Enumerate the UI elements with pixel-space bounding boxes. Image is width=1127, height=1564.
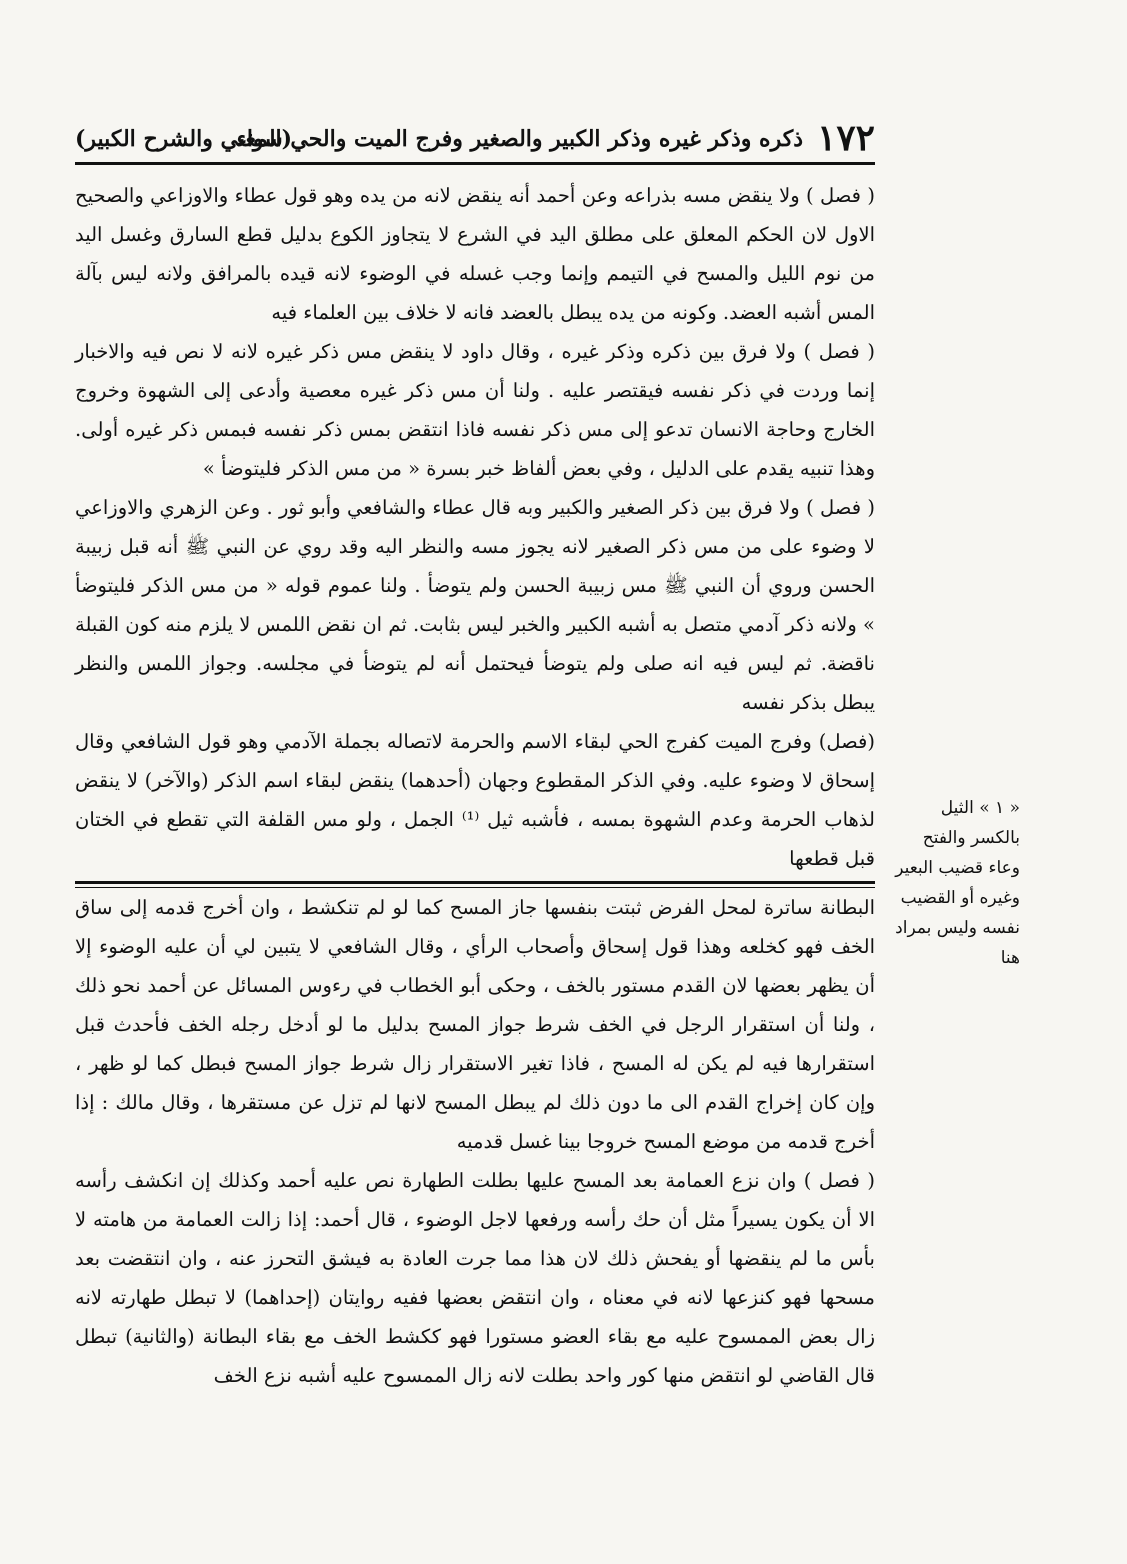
margin-footnote: « ١ » الثيل بالكسر والفتح وعاء قضيب البعير وغيره أو القضيب نفسه وليس بمراد هنا bbox=[895, 798, 1020, 968]
paragraph: (فصل) وفرج الميت كفرج الحي لبقاء الاسم والحرمة لاتصاله بجملة الآدمي وهو قول الشافعي وقال إسحاق لا وضوء عليه. وفي الذكر المقطوع وجهان (أحدهما) ينقض لبقاء اسم الذكر (والآخر) لا ينقض لذهاب الحرمة وعدم الشهوة بمسه ، فأشبه ثيل ⁽¹⁾ الجمل ، ولو مس القلفة التي تقطع في الختان قبل قطعها bbox=[75, 730, 875, 870]
page-number: ١٧٢ bbox=[816, 117, 875, 159]
lower-text-block bbox=[75, 888, 875, 1395]
paragraph: البطانة ساترة لمحل الفرض ثبتت بنفسها جاز المسح كما لو لم تنكشط ، وان أخرج قدمه إلى ساق الخف فهو كخلعه وهذا قول إسحاق وأصحاب الرأي ، وقال الشافعي لا يتبين لي أن عليه الوضوء إلا أن يظهر بعضها لان القدم مستور بالخف ، وحكى أبو الخطاب في رءوس المسائل عن أحمد نحو ذلك ، ولنا أن استقرار الرجل في الخف شرط جواز المسح بدليل ما لو أدخل رجله الخف فأحدث قبل استقرارها فيه لم يكن له المسح ، فاذا تغير الاستقرار زال شرط جواز المسح فبطل كما لو ظهر ، وإن كان إخراج القدم الى ما دون ذلك لم يبطل المسح لانها لم تزل عن مستقرها ، وقال مالك : إذا أخرج قدمه من موضع المسح خروجا بينا غسل قدميه bbox=[75, 896, 875, 1153]
upper-text-block bbox=[75, 176, 875, 878]
paragraph: ( فصل ) ولا فرق بين ذكر الصغير والكبير وبه قال عطاء والشافعي وأبو ثور . وعن الزهري والاوزاعي لا وضوء على من مس ذكر الصغير لانه يجوز مسه والنظر اليه وقد روي عن النبي ﷺ أنه قبل زبيبة الحسن وروي أن النبي ﷺ مس زبيبة الحسن ولم يتوضأ . ولنا عموم قوله « من مس الذكر فليتوضأ » ولانه ذكر آدمي متصل به أشبه الكبير والخبر ليس بثابت. ثم ان نقض اللمس لا يلزم منه كون القبلة ناقضة. ثم ليس فيه انه صلى ولم يتوضأ فيحتمل أنه لم يتوضأ في مجلسه. وجواز اللمس والنظر يبطل بذكر نفسه bbox=[75, 496, 875, 714]
paragraph: ( فصل ) وان نزع العمامة بعد المسح عليها بطلت الطهارة نص عليه أحمد وكذلك إن انكشف رأسه الا أن يكون يسيراً مثل أن حك رأسه ورفعها لاجل الوضوء ، قال أحمد: إذا زالت العمامة من هامته لا بأس ما لم ينقضها أو يفحش ذلك لان هذا مما جرت العادة به فيشق التحرز عنه ، وان انتقضت بعد مسحها فهو كنزعها لانه في معناه ، وان انتقض بعضها ففيه روايتان (إحداهما) لا تبطل طهارته لانه زال بعض الممسوح عليه مع بقاء العضو مستورا فهو ككشط الخف مع بقاء البطانة (والثانية) تبطل قال القاضي لو انتقض منها كور واحد بطلت لانه زال الممسوح عليه أشبه نزع الخف bbox=[75, 1169, 875, 1387]
section-divider bbox=[75, 881, 875, 884]
book-title: (المغني والشرح الكبير) bbox=[75, 126, 293, 152]
paragraph: ( فصل ) ولا ينقض مسه بذراعه وعن أحمد أنه ينقض لانه من يده وهو قول عطاء والاوزاعي والصحيح الاول لان الحكم المعلق على مطلق اليد في الشرع لا يتجاوز الكوع بدليل قطع السارق وغسل اليد من نوم الليل والمسح في التيمم وإنما وجب غسله في الوضوء لانه قيده بالمرافق ولانه ليس بآلة المس أشبه العضد. وكونه من يده يبطل بالعضد فانه لا خلاف بين العلماء فيه bbox=[75, 184, 875, 324]
paragraph: ( فصل ) ولا فرق بين ذكره وذكر غيره ، وقال داود لا ينقض مس ذكر غيره لانه لا نص فيه والاخبار إنما وردت في ذكر نفسه فيقتصر عليه . ولنا أن مس ذكر غيره معصية وأدعى إلى الشهوة وخروج الخارج وحاجة الانسان تدعو إلى مس ذكر نفسه فاذا انتقض بمس ذكر نفسه فبمس ذكر غيره أولى. وهذا تنبيه يقدم على الدليل ، وفي بعض ألفاظ خبر بسرة « من مس الذكر فليتوضأ » bbox=[75, 340, 875, 480]
page-header bbox=[75, 118, 875, 165]
running-title: ذكره وذكر غيره وذكر الكبير والصغير وفرج الميت والحي سواء bbox=[236, 126, 803, 152]
